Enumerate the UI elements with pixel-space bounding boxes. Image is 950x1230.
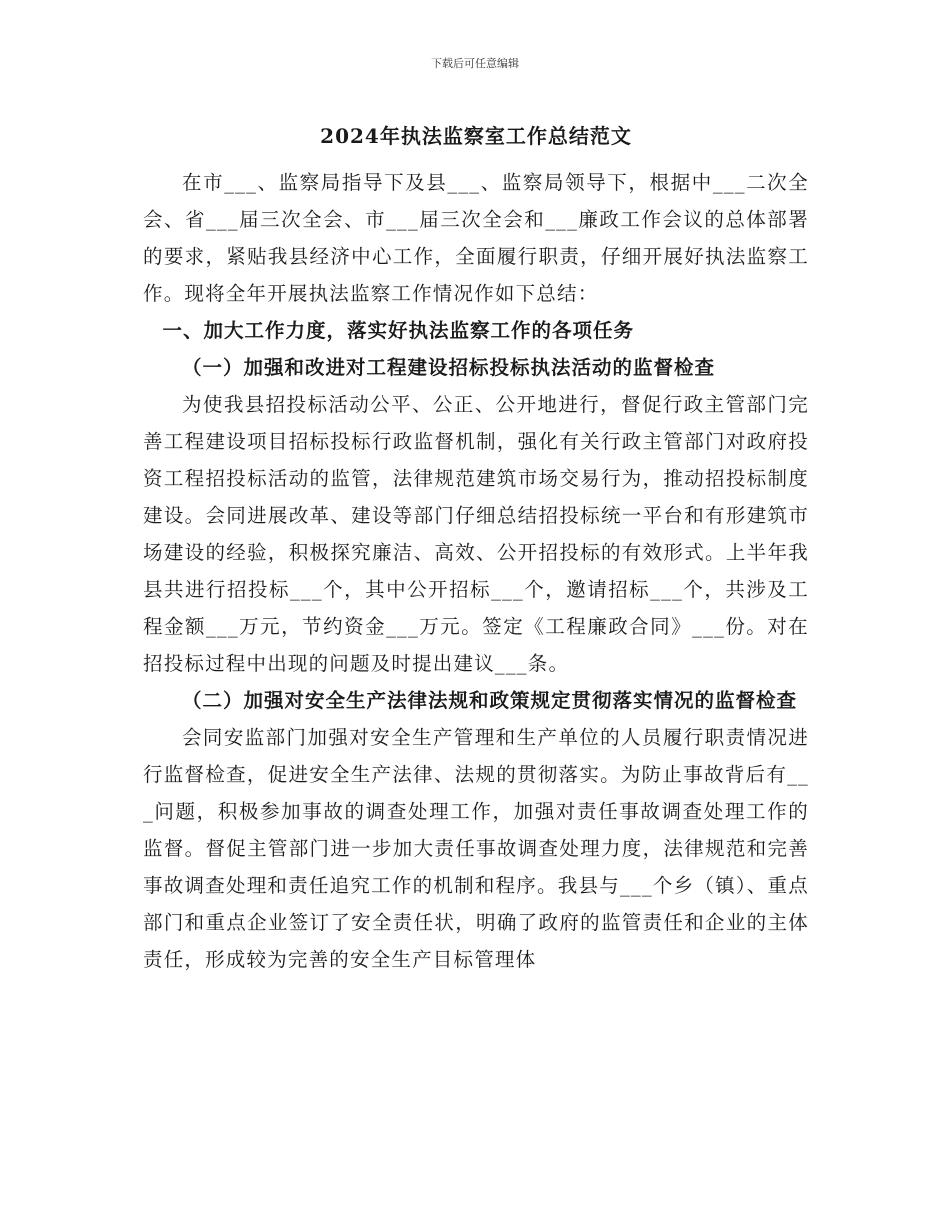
document-title: 2024年执法监察室工作总结范文 [320,124,632,148]
subsection-1-heading: （一）加强和改进对工程建设招标投标执法活动的监督检查 [182,356,716,379]
page-header-note: 下载后可任意编辑 [431,57,519,70]
intro-paragraph: 在市___、监察局指导下及县___、监察局领导下，根据中___二次全会、省___届三次全会、市___届三次全会和___廉政工作会议的总体部署的要求，紧贴我县经济中心工作，全面履行职责，仔细开展好执法监察工作。现将全年开展执法监察工作情况作如下总结： [143,171,809,305]
subsection-1-paragraph: 为使我县招投标活动公平、公正、公开地进行，督促行政主管部门完善工程建设项目招标投标行政监督机制，强化有关行政主管部门对政府投资工程招投标活动的监管，法律规范建筑市场交易行为，推动招投标制度建设。会同进展改革、建设等部门仔细总结招投标统一平台和有形建筑市场建设的经验，积极探究廉洁、高效、公开招投标的有效形式。上半年我县共进行招投标___个，其中公开招标___个，邀请招标___个，共涉及工程金额___万元，节约资金___万元。签定《工程廉政合同》___份。对在招投标过程中出现的问题及时提出建议___条。 [143,393,809,675]
section-1-heading: 一、加大工作力度，落实好执法监察工作的各项任务 [162,319,635,342]
subsection-2-paragraph: 会同安监部门加强对安全生产管理和生产单位的人员履行职责情况进行监督检查，促进安全生产法律、法规的贯彻落实。为防止事故背后有___问题，积极参加事故的调查处理工作，加强对责任事故调查处理工作的监督。督促主管部门进一步加大责任事故调查处理力度，法律规范和完善事故调查处理和责任追究工作的机制和程序。我县与___个乡（镇）、重点部门和重点企业签订了安全责任状，明确了政府的监管责任和企业的主体责任，形成较为完善的安全生产目标管理体 [143,726,809,971]
subsection-2-heading: （二）加强对安全生产法律法规和政策规定贯彻落实情况的监督检查 [182,689,798,712]
document-body [143,120,809,978]
